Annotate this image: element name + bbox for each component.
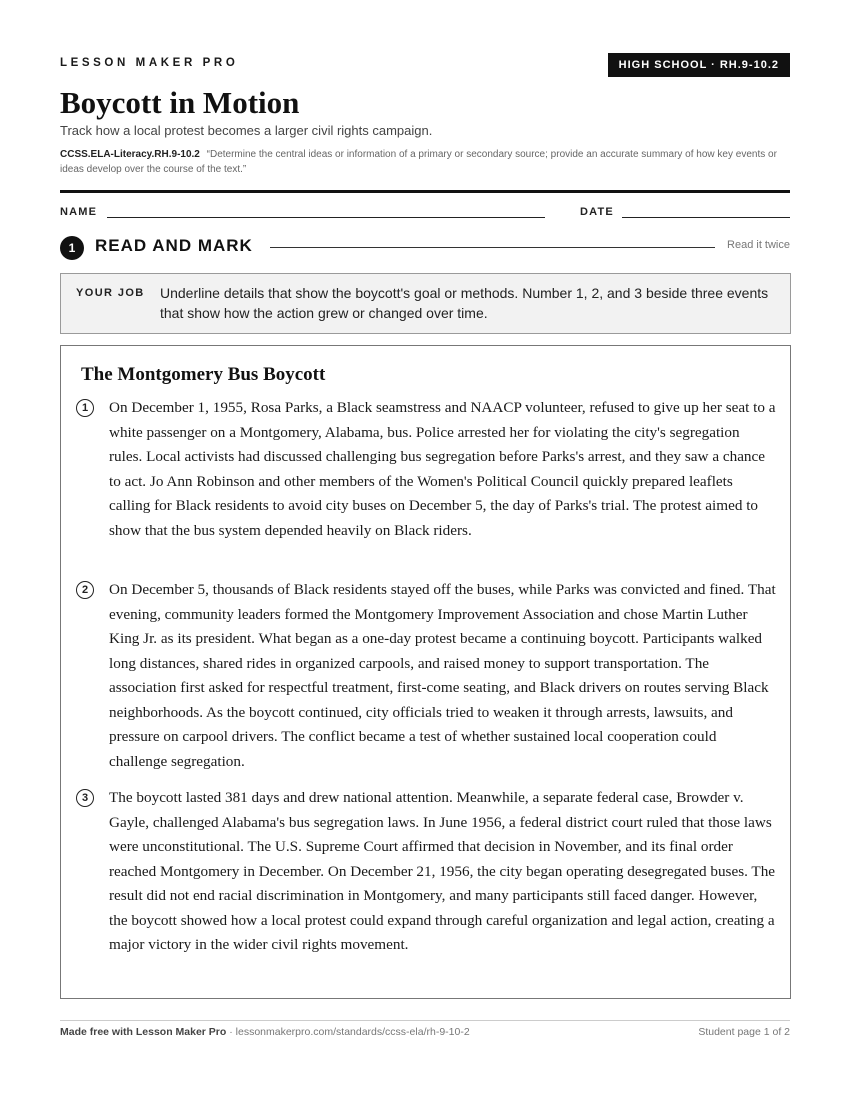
footer-divider bbox=[60, 1020, 790, 1021]
instructions-text: Underline details that show the boycott's goal or methods. Number 1, 2, and 3 beside three events that show how the action grew or changed over time. bbox=[160, 285, 769, 321]
section-note: Read it twice bbox=[727, 239, 790, 251]
footer-separator: · bbox=[226, 1026, 236, 1038]
footer-page-number: Student page 1 of 2 bbox=[698, 1026, 790, 1038]
name-field[interactable] bbox=[107, 217, 545, 218]
standard-code: CCSS.ELA-Literacy.RH.9-10.2 bbox=[60, 149, 200, 160]
paragraph-number: 2 bbox=[76, 581, 94, 599]
passage-title: The Montgomery Bus Boycott bbox=[81, 364, 326, 385]
footer-url[interactable]: lessonmakerpro.com/standards/ccss-ela/rh-9-10-2 bbox=[235, 1026, 470, 1038]
footer-made-with: Made free with Lesson Maker Pro bbox=[60, 1026, 227, 1038]
header-divider bbox=[60, 190, 790, 193]
paragraph-text: The boycott lasted 381 days and drew national attention. Meanwhile, a separate federal case, Browder v. Gayle, challenged Alabama's bus segregation laws. In June 1956, a federal district court ruled that those laws were unconstitutional. The U.S. Supreme Court affirmed that decision in November, and its final order reached Montgomery in December. On December 21, 1956, the city began operating desegregated buses. The result did not end racial discrimination in Montgomery, and many participants still faced danger. However, the boycott showed how a local protest could expand through careful organization and legal action, creating a major victory in the wider civil rights movement. bbox=[109, 789, 776, 953]
page-title: Boycott in Motion bbox=[60, 85, 300, 120]
standard-text: “Determine the central ideas or information of a primary or secondary source; provide an accurate summary of how key events or ideas develop over the course of the text.” bbox=[60, 149, 777, 175]
page-subtitle: Track how a local protest becomes a larger civil rights campaign. bbox=[60, 123, 433, 138]
reading-passage bbox=[60, 345, 791, 999]
instructions-label: YOUR JOB bbox=[76, 287, 145, 299]
name-label: NAME bbox=[60, 206, 98, 218]
paragraph-2 bbox=[76, 578, 776, 774]
standard-citation bbox=[60, 147, 790, 177]
date-label: DATE bbox=[580, 206, 614, 218]
paragraph-3 bbox=[76, 786, 776, 958]
level-badge: HIGH SCHOOL · RH.9-10.2 bbox=[608, 53, 790, 77]
footer-credit bbox=[60, 1026, 470, 1038]
brand-name: LESSON MAKER PRO bbox=[60, 57, 239, 69]
section-divider bbox=[270, 247, 715, 248]
paragraph-text: On December 1, 1955, Rosa Parks, a Black seamstress and NAACP volunteer, refused to give up her seat to a white passenger on a Montgomery, Alabama, bus. Police arrested her for violating the city's segregation rules. Local activists had discussed challenging bus segregation before Parks's arrest, and they saw a chance to act. Jo Ann Robinson and other members of the Women's Political Council quickly prepared leaflets calling for Black residents to avoid city buses on December 5, the day of Parks's trial. The protest aimed to show that the bus system depended heavily on Black riders. bbox=[109, 399, 776, 539]
date-field[interactable] bbox=[622, 217, 790, 218]
paragraph-number: 3 bbox=[76, 789, 94, 807]
section-title: READ AND MARK bbox=[95, 236, 253, 255]
paragraph-number: 1 bbox=[76, 399, 94, 417]
paragraph-1 bbox=[76, 396, 776, 543]
instructions-box bbox=[60, 273, 791, 334]
paragraph-text: On December 5, thousands of Black residents stayed off the buses, while Parks was convicted and fined. That evening, community leaders formed the Montgomery Improvement Association and chose Martin Luther King Jr. as its president. What began as a one-day protest became a continuing boycott. Participants walked long distances, shared rides in organized carpools, and raised money to support transportation. The association first asked for respectful treatment, first-come seating, and Black drivers on routes serving Black neighborhoods. As the boycott continued, city officials tried to weaken it through arrests, lawsuits, and pressure on carpool drivers. The conflict became a test of whether sustained local cooperation could challenge segregation. bbox=[109, 581, 776, 770]
section-number: 1 bbox=[60, 236, 84, 260]
